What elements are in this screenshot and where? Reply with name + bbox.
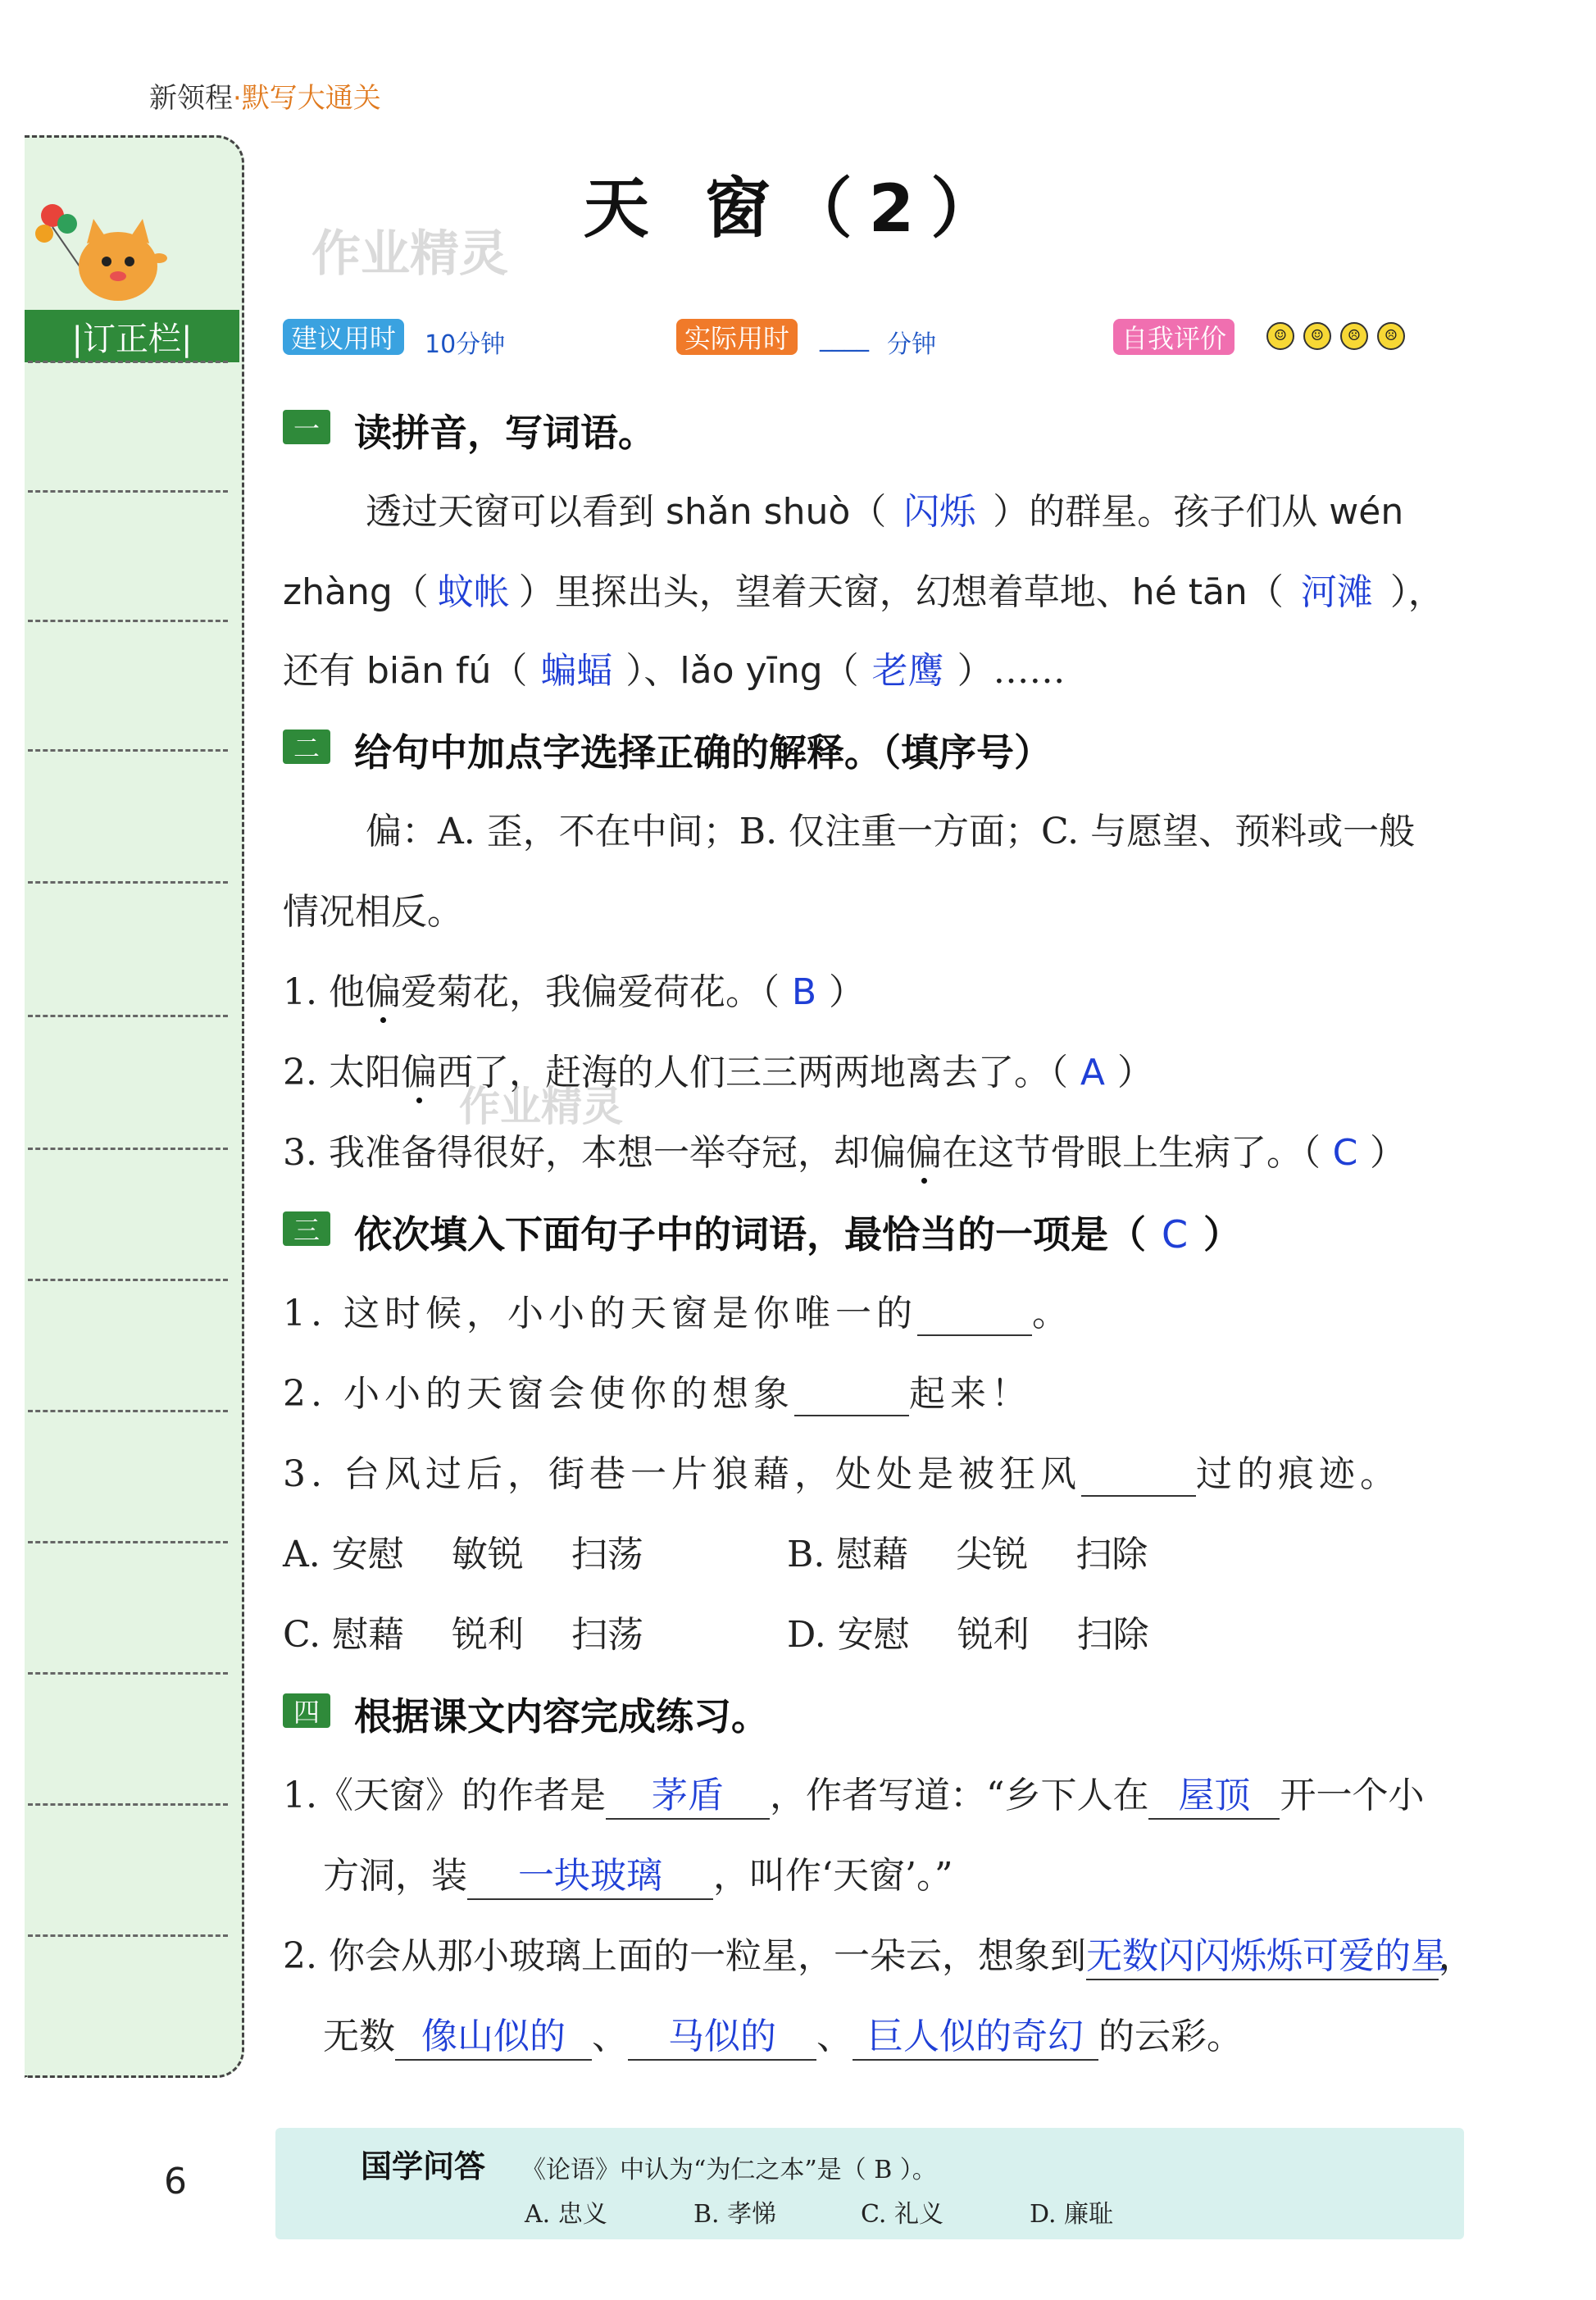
happy-face-icon[interactable]: ☺ — [1303, 322, 1331, 350]
watermark-middle: 作业精灵 — [459, 1083, 623, 1130]
blank-line[interactable] — [794, 1373, 909, 1416]
sad-face-icon[interactable]: ☹ — [1377, 322, 1405, 350]
answer-text: 像山似的 — [395, 2007, 592, 2061]
blank-line[interactable] — [1081, 1453, 1196, 1497]
sidebar-divider — [28, 490, 228, 493]
question-4-1-line-1: 1.《天窗》的作者是 茅盾 ，作者写道：“乡下人在 屋顶 开一个小 — [283, 1766, 1424, 1820]
option-b: B. 慰藉 尖锐 扫除 — [787, 1534, 1148, 1575]
section-1-line-1: 透过天窗可以看到 shǎn shuò（ 闪烁 ）的群星。孩子们从 wén — [366, 482, 1403, 534]
pinyin: wén — [1329, 491, 1404, 533]
sidebar-divider — [28, 1148, 228, 1150]
question-2-2: 2. 太阳偏西了，赶海的人们三三两两地离去了。（ A ） — [283, 1052, 1153, 1093]
quiz-heading: 国学问答 — [361, 2148, 486, 2184]
section-2-number: 二 — [283, 730, 330, 764]
very-happy-face-icon[interactable]: ☺ — [1266, 322, 1294, 350]
question-2-3: 3. 我准备得很好，本想一举夺冠，却偏偏在这节骨眼上生病了。（ C ） — [283, 1132, 1406, 1174]
answer-text: C — [1332, 1132, 1358, 1174]
pinyin: shǎn shuò — [666, 491, 851, 533]
answer-text: C — [1161, 1212, 1189, 1257]
answer-text: A — [1080, 1052, 1106, 1093]
correction-tab-label: |订正栏| — [25, 310, 239, 362]
question-4-2-line-1: 2. 你会从那小玻璃上面的一粒星，一朵云，想象到无数闪闪烁烁可爱的星， — [283, 1926, 1475, 1980]
self-eval-badge: 自我评价 — [1113, 319, 1235, 355]
sentence-3-3: 3. 台风过后，街巷一片狼藉，处处是被狂风 过的痕迹。 — [283, 1453, 1401, 1495]
section-3-title: 依次填入下面句子中的词语，最恰当的一项是（ C ） — [354, 1212, 1241, 1257]
answer-text: 河滩 — [1300, 571, 1373, 613]
option-c: C. 慰藉 锐利 扫荡 — [283, 1614, 644, 1656]
suggested-time-badge: 建议用时 — [283, 319, 404, 355]
section-2-title: 给句中加点字选择正确的解释。（填序号） — [354, 730, 1052, 775]
page-title: 天 窗（2） — [583, 170, 1013, 247]
question-2-1: 1. 他偏爱菊花，我偏爱荷花。（ B ） — [283, 971, 865, 1013]
section-1-number: 一 — [283, 410, 330, 444]
actual-time-blank: ____ — [820, 324, 869, 352]
section-1-line-3: 还有 biān fú（ 蝙蝠 ）、lǎo yīng（ 老鹰 ）…… — [283, 641, 1066, 693]
section-4-title: 根据课文内容完成练习。 — [354, 1694, 769, 1739]
actual-time-badge: 实际用时 — [676, 319, 798, 355]
answer-text: 马似的 — [628, 2007, 816, 2061]
question-4-2-line-2: 无数 像山似的 、 马似的 、 巨人似的奇幻 的云彩。 — [323, 2007, 1243, 2061]
sidebar-divider — [28, 749, 228, 752]
blank-line[interactable] — [917, 1293, 1032, 1336]
answer-text: 闪烁 — [903, 491, 976, 533]
pinyin: zhàng — [283, 571, 393, 613]
sentence-3-2: 2. 小小的天窗会使你的想象 起来！ — [283, 1373, 1032, 1415]
sidebar-divider — [28, 1015, 228, 1017]
answer-text: 茅盾 — [606, 1766, 770, 1820]
sidebar-divider — [28, 1279, 228, 1281]
sidebar-divider — [28, 1803, 228, 1806]
pinyin: hé tān — [1131, 571, 1248, 613]
sidebar-divider — [28, 1934, 228, 1937]
series-name: 新领程 — [149, 82, 233, 115]
section-1-title: 读拼音，写词语。 — [354, 411, 656, 455]
sidebar-divider — [28, 1541, 228, 1543]
answer-text: 一块玻璃 — [467, 1846, 713, 1900]
answer-text: 蝙蝠 — [540, 650, 613, 692]
option-a: A. 安慰 敏锐 扫荡 — [283, 1534, 643, 1575]
answer-text: 屋顶 — [1148, 1766, 1280, 1820]
question-4-1-line-2: 方洞，装 一块玻璃 ，叫作‘天窗’。” — [323, 1846, 953, 1900]
sidebar-divider — [28, 881, 228, 884]
sidebar-divider — [28, 361, 228, 363]
header-series — [149, 75, 381, 116]
pinyin: lǎo yīng — [680, 650, 823, 692]
correction-sidebar — [25, 135, 244, 2078]
answer-text: 巨人似的奇幻 — [853, 2007, 1098, 2061]
answer-text: 老鹰 — [871, 650, 944, 692]
watermark-top: 作业精灵 — [311, 225, 508, 283]
quiz-option-a: A. 忠义 — [525, 2200, 607, 2229]
actual-time-unit: 分钟 — [887, 330, 936, 359]
quiz-option-d: D. 廉耻 — [1030, 2200, 1114, 2229]
sidebar-divider — [28, 620, 228, 622]
option-d: D. 安慰 锐利 扫除 — [787, 1614, 1149, 1656]
sidebar-divider — [28, 1410, 228, 1412]
quiz-option-b: B. 孝悌 — [693, 2200, 777, 2229]
dotted-char: 偏 — [364, 971, 401, 1013]
page-number: 6 — [164, 2161, 187, 2202]
dotted-char: 偏 — [400, 1052, 437, 1093]
sidebar-divider — [28, 1672, 228, 1675]
quiz-option-c: C. 礼义 — [861, 2200, 944, 2229]
quiz-question: 《论语》中认为“为仁之本”是（ B ）。 — [521, 2156, 937, 2184]
pinyin: biān fú — [366, 650, 492, 692]
answer-text: 蚊帐 — [437, 571, 510, 613]
section-4-number: 四 — [283, 1693, 330, 1728]
answer-text: B — [791, 971, 817, 1013]
section-1-line-2: zhàng（ 蚊帐 ）里探出头，望着天窗，幻想着草地、hé tān（ 河滩 ）， — [283, 562, 1444, 615]
header-separator: · — [233, 82, 242, 115]
book-name: 默写大通关 — [241, 82, 381, 115]
section-3-number: 三 — [283, 1211, 330, 1246]
sentence-3-1: 1. 这时候，小小的天窗是你唯一的 。 — [283, 1293, 1073, 1334]
suggested-time-value: 10分钟 — [425, 330, 506, 359]
definition-line-2: 情况相反。 — [283, 891, 463, 933]
answer-text: 无数闪闪烁烁可爱的星 — [1086, 1926, 1439, 1980]
definition-line-1: 偏：A. 歪，不在中间；B. 仅注重一方面；C. 与愿望、预料或一般 — [366, 811, 1416, 852]
dotted-char: 偏 — [905, 1132, 942, 1174]
neutral-face-icon[interactable]: ☹ — [1340, 322, 1368, 350]
